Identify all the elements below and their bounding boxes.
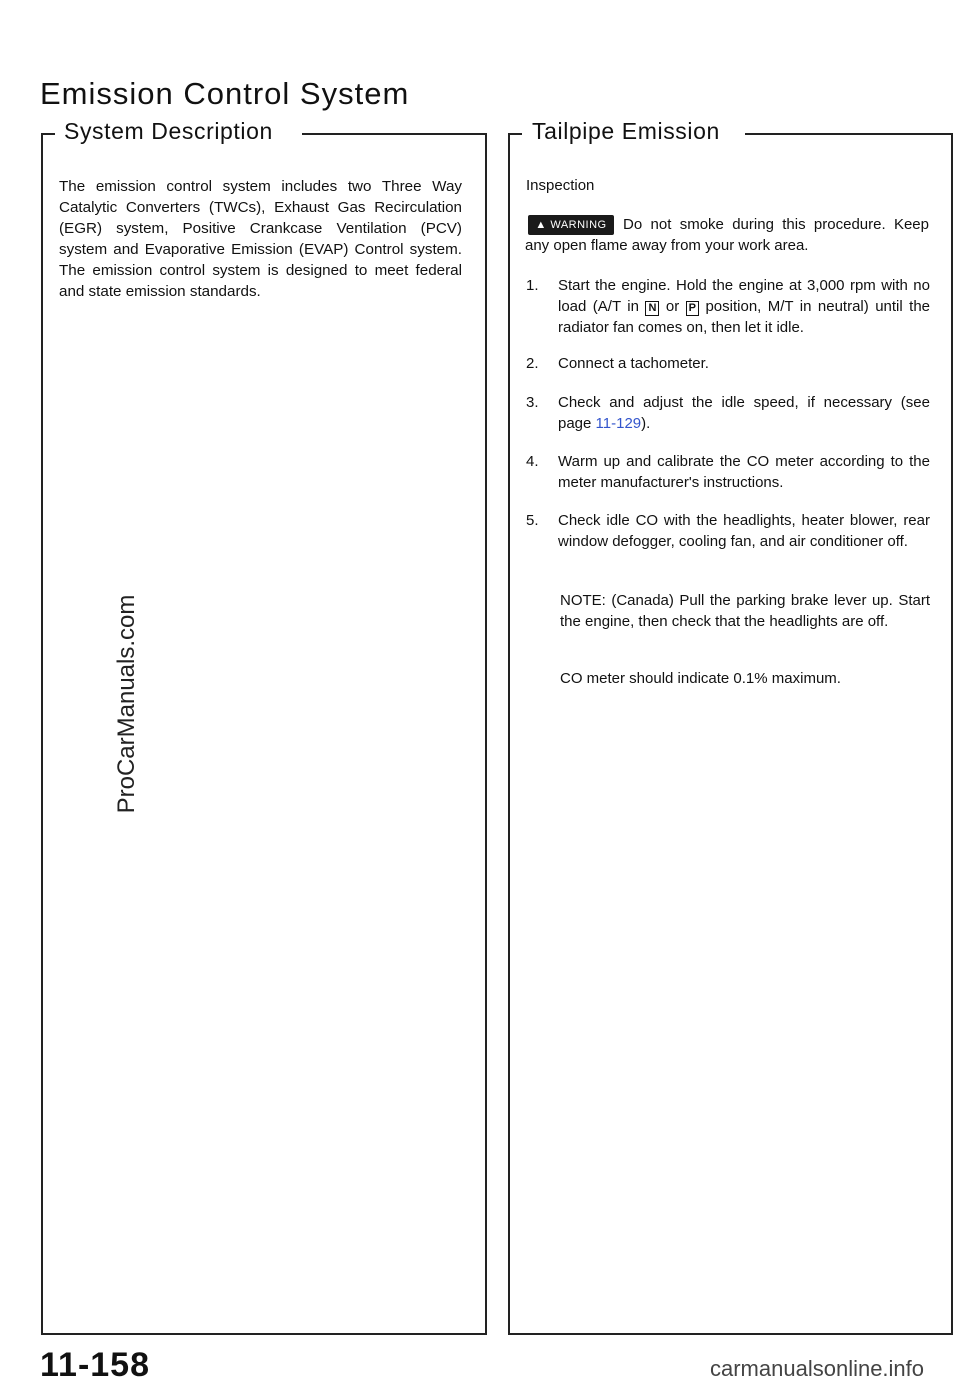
system-description-text: The emission control system includes two Three Way Catalytic Converters (TWCs), Exhaust Gas Recirculation (EGR) system, Positive Crankcase Ventilation (PCV) system and Evaporative Emission (EVAP) Control system. The emission control system is designed to meet federal and state emission standards.	[59, 178, 462, 300]
step-text: Start the engine. Hold the engine at 3,000 rpm with no load (A/T in	[558, 277, 930, 315]
page-number: 11-158	[40, 1346, 150, 1384]
step-1	[526, 275, 930, 338]
step-text: Check and adjust the idle speed, if necessary (see page	[558, 394, 930, 432]
step-text: Warm up and calibrate the CO meter according to the meter manufacturer's instructions.	[558, 453, 930, 491]
step-number: 1.	[526, 277, 539, 294]
box-top-rule	[508, 133, 522, 135]
step-4	[526, 451, 930, 493]
box-top-rule	[302, 133, 485, 135]
result-text: CO meter should indicate 0.1% maximum.	[560, 670, 841, 687]
box-top-rule	[41, 133, 55, 135]
box-top-rule	[745, 133, 951, 135]
warning-label: WARNING	[550, 219, 607, 231]
footer-watermark: carmanualsonline.info	[710, 1356, 925, 1381]
step-text: or	[665, 298, 680, 315]
system-description-box	[41, 133, 487, 1335]
warning-triangle-icon: ▲	[535, 219, 547, 231]
page-title: Emission Control System	[40, 76, 410, 111]
step-text: position, M/T in neutral) until the radiator fan comes on, then let it idle.	[558, 298, 931, 336]
step-3	[526, 392, 930, 434]
step-number: 2.	[526, 355, 539, 372]
page-reference-link[interactable]: 11-129	[595, 415, 642, 432]
step-number: 4.	[526, 453, 539, 470]
step-text: ).	[641, 415, 651, 432]
step-text: Connect a tachometer.	[558, 355, 709, 372]
step-2	[526, 353, 930, 374]
watermark: ProCarManuals.com	[113, 594, 140, 814]
warning-badge	[528, 215, 614, 235]
step-number: 5.	[526, 512, 539, 529]
section-title-tailpipe-emission: Tailpipe Emission	[532, 118, 720, 144]
warning-text: Do not smoke during this procedure. Keep any open flame away from your work area.	[525, 216, 929, 254]
inspection-heading: Inspection	[526, 177, 595, 194]
step-text: Check idle CO with the headlights, heater blower, rear window defogger, cooling fan, and air conditioner off.	[558, 512, 930, 550]
step-number: 3.	[526, 394, 539, 411]
park-gear-icon: P	[686, 301, 699, 316]
note-text: NOTE: (Canada) Pull the parking brake lever up. Start the engine, then check that the headlights are off.	[560, 592, 930, 630]
section-title-system-description: System Description	[64, 118, 273, 144]
step-5	[526, 510, 930, 552]
neutral-gear-icon: N	[645, 301, 659, 316]
